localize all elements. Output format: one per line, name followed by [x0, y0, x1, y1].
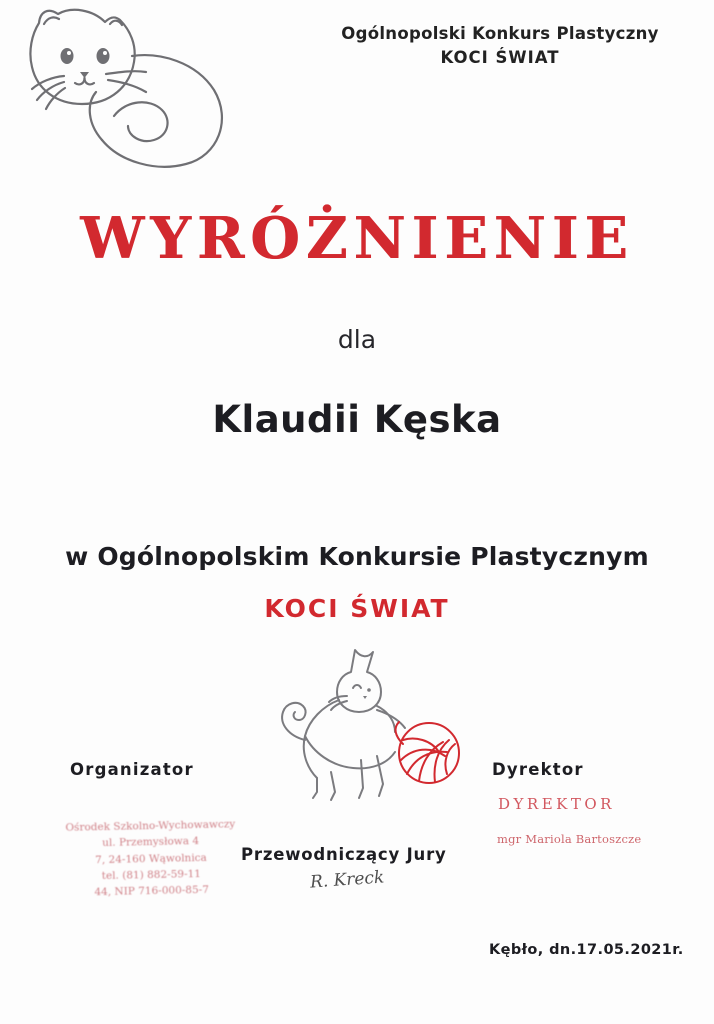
organizer-stamp-line-3: 7, 24-160 Wąwolnica [95, 851, 207, 866]
contest-line: w Ogólnopolskim Konkursie Plastycznym [65, 542, 649, 571]
header-title [300, 22, 700, 70]
cat-with-yarn-ball-icon [243, 640, 473, 820]
for-label: dla [337, 325, 377, 354]
contest-name: KOCI ŚWIAT [264, 594, 450, 623]
organizer-stamp-line-2: ul. Przemysłowa 4 [102, 835, 200, 850]
organizer-label: Organizator [70, 760, 194, 779]
award-title: WYRÓŻNIENIE [80, 205, 634, 272]
place-and-date: Kębło, dn.17.05.2021r. [489, 942, 684, 958]
jury-chairman-label: Przewodniczący Jury [241, 845, 447, 864]
director-stamp: DYREKTOR [498, 795, 615, 813]
header-line-1: Ogólnopolski Konkurs Plastyczny [341, 24, 659, 43]
organizer-stamp-line-5: 44, NIP 716-000-85-7 [94, 883, 210, 899]
organizer-stamp-line-4: tel. (81) 882-59-11 [101, 867, 202, 882]
organizer-stamp-line-1: Ośrodek Szkolno-Wychowawczy [65, 818, 236, 834]
header-line-2: KOCI ŚWIAT [440, 47, 560, 67]
organizer-stamp [61, 816, 241, 902]
jury-chairman-signature: R. Kreck [309, 867, 385, 893]
recipient-name: Klaudii Kęska [212, 398, 502, 441]
director-name: mgr Mariola Bartoszcze [497, 832, 642, 846]
director-label: Dyrektor [492, 760, 584, 779]
cat-head-logo-icon [10, 4, 250, 179]
